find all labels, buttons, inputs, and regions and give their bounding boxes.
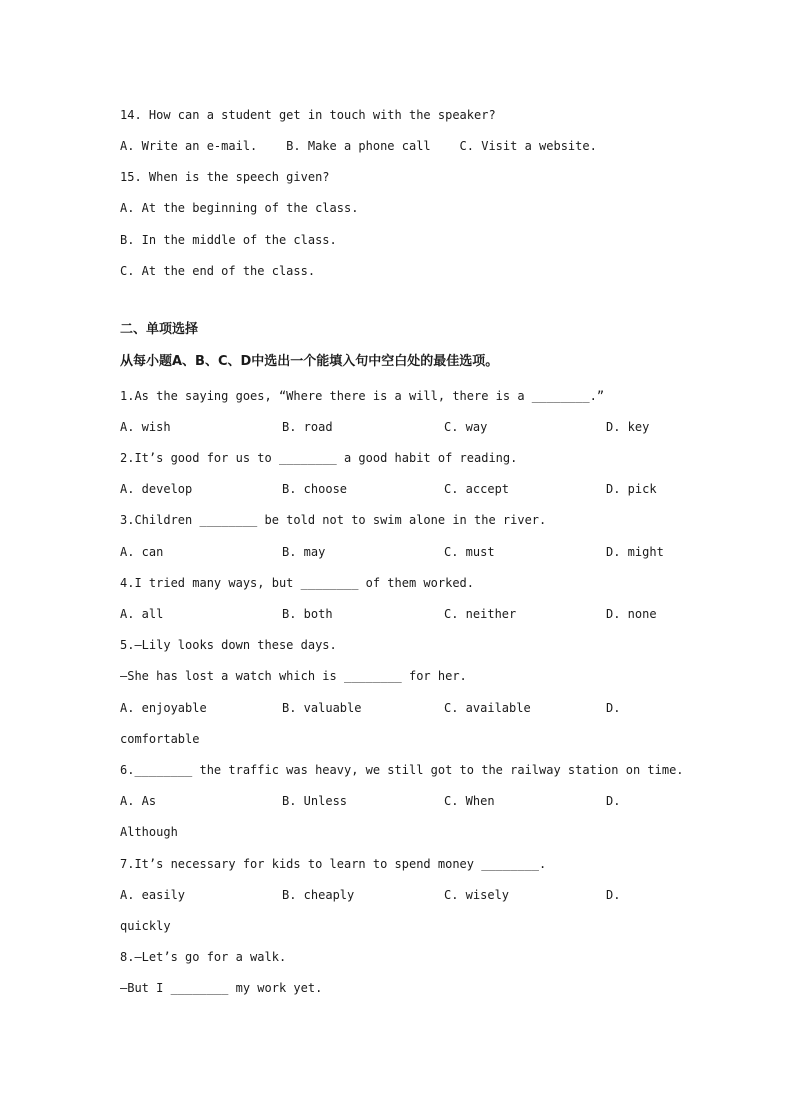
- question-14-options: A. Write an e-mail. B. Make a phone call C. Visit a website.: [120, 139, 597, 153]
- question-6-option-a: A. As: [120, 794, 157, 808]
- question-4-option-d: D. none: [606, 607, 657, 621]
- question-2-option-c: C. accept: [444, 482, 510, 496]
- section-title: 二、单项选择: [120, 322, 199, 337]
- question-8-stem-line1: 8.—Let’s go for a walk.: [120, 950, 287, 964]
- question-5-option-d: D.: [606, 701, 621, 715]
- question-7-stem: 7.It’s necessary for kids to learn to spend money ________.: [120, 857, 547, 871]
- question-5-stem-line2: —She has lost a watch which is ________ for her.: [120, 669, 467, 683]
- question-7-option-c: C. wisely: [444, 888, 510, 902]
- question-5-option-c: C. available: [444, 701, 531, 715]
- question-2-stem: 2.It’s good for us to ________ a good habit of reading.: [120, 451, 518, 465]
- question-1-option-c: C. way: [444, 420, 488, 434]
- question-1-stem: 1.As the saying goes, “Where there is a will, there is a ________.”: [120, 389, 605, 403]
- question-15-option-a: A. At the beginning of the class.: [120, 201, 359, 215]
- question-1-option-a: A. wish: [120, 420, 171, 434]
- question-7-option-b: B. cheaply: [282, 888, 355, 902]
- question-7-option-d-text: quickly: [120, 919, 171, 933]
- question-6-option-c: C. When: [444, 794, 495, 808]
- question-3-option-c: C. must: [444, 545, 495, 559]
- question-7-option-d: D.: [606, 888, 621, 902]
- question-5-option-a: A. enjoyable: [120, 701, 207, 715]
- question-2-option-d: D. pick: [606, 482, 657, 496]
- question-5-stem-line1: 5.—Lily looks down these days.: [120, 638, 337, 652]
- question-6-option-d-text: Although: [120, 825, 178, 839]
- question-1-option-d: D. key: [606, 420, 650, 434]
- question-3-option-d: D. might: [606, 545, 664, 559]
- question-6-option-d: D.: [606, 794, 621, 808]
- question-5-option-d-text: comfortable: [120, 732, 200, 746]
- question-2-option-a: A. develop: [120, 482, 193, 496]
- section-instruction: 从每小题A、B、C、D中选出一个能填入句中空白处的最佳选项。: [120, 354, 499, 369]
- question-15-option-b: B. In the middle of the class.: [120, 233, 337, 247]
- question-5-option-b: B. valuable: [282, 701, 362, 715]
- question-15-option-c: C. At the end of the class.: [120, 264, 316, 278]
- question-3-option-a: A. can: [120, 545, 164, 559]
- question-3-option-b: B. may: [282, 545, 326, 559]
- question-8-stem-line2: —But I ________ my work yet.: [120, 981, 323, 995]
- question-4-option-a: A. all: [120, 607, 164, 621]
- question-4-option-c: C. neither: [444, 607, 517, 621]
- question-3-stem: 3.Children ________ be told not to swim alone in the river.: [120, 513, 547, 527]
- question-6-stem: 6.________ the traffic was heavy, we still got to the railway station on time.: [120, 763, 684, 777]
- question-7-option-a: A. easily: [120, 888, 186, 902]
- question-15-stem: 15. When is the speech given?: [120, 170, 330, 184]
- question-2-option-b: B. choose: [282, 482, 348, 496]
- question-1-option-b: B. road: [282, 420, 333, 434]
- question-4-stem: 4.I tried many ways, but ________ of them worked.: [120, 576, 475, 590]
- question-4-option-b: B. both: [282, 607, 333, 621]
- question-14-stem: 14. How can a student get in touch with the speaker?: [120, 108, 496, 122]
- question-6-option-b: B. Unless: [282, 794, 348, 808]
